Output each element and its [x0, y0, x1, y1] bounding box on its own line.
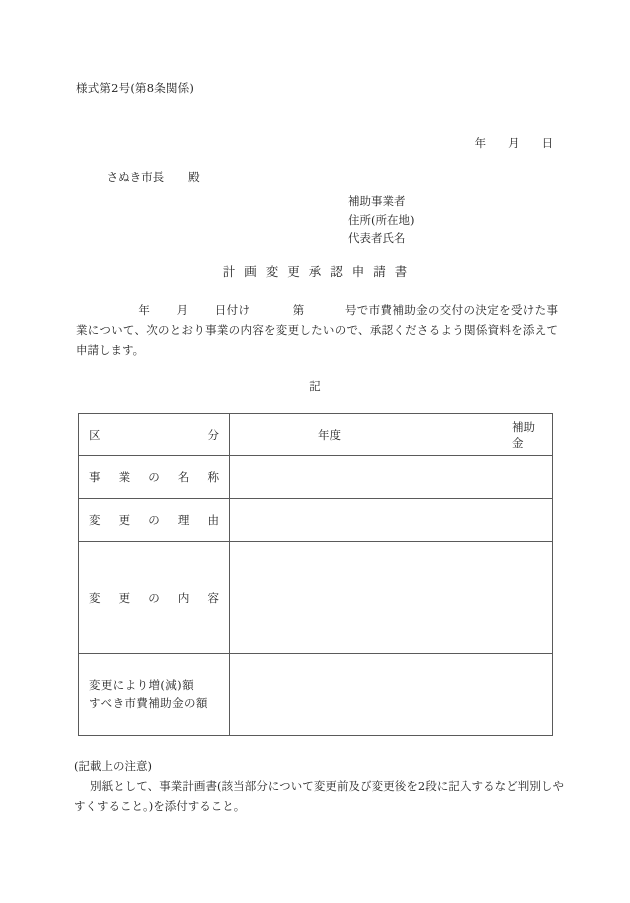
row-value-change-content[interactable]	[230, 542, 553, 654]
label-char: 更	[118, 513, 131, 527]
applicant-address: 住所(所在地)	[348, 212, 415, 227]
date-month: 月	[508, 135, 520, 150]
table-row	[79, 542, 553, 654]
label-line: すべき市費補助金の額	[89, 695, 208, 710]
label-char: 変	[89, 590, 101, 605]
form-table	[78, 413, 553, 736]
label-char: 内	[177, 590, 190, 605]
body-year: 年	[138, 303, 151, 317]
label-char: 変	[89, 513, 101, 527]
notes-section	[74, 757, 564, 816]
table-row	[79, 654, 553, 736]
label-char: 容	[207, 590, 219, 605]
label-line: 変更により増(減)額	[89, 678, 194, 693]
ki-marker: 記	[309, 379, 321, 393]
row-value-amount-change[interactable]	[230, 654, 553, 736]
header-year-column: 年度	[318, 427, 341, 442]
row-label-change-content	[79, 542, 230, 654]
label-char: の	[148, 470, 160, 484]
body-paragraph	[76, 301, 558, 360]
body-line1-rest: 号で市費補助金の交付の決定を受けた事業	[76, 303, 559, 337]
label-char: 由	[207, 513, 219, 527]
date-line	[460, 117, 553, 170]
label-char: の	[148, 590, 160, 605]
label-char: 理	[177, 513, 190, 527]
table-row	[79, 499, 553, 542]
table-header-row	[79, 414, 553, 456]
header-subsidy-column: 補助金	[512, 419, 535, 450]
row-label-amount-change	[79, 654, 230, 736]
label-char: 更	[118, 590, 131, 605]
row-label-project-name	[79, 456, 230, 499]
body-month: 月	[176, 303, 189, 317]
form-number: 様式第2号(第8条関係)	[76, 81, 195, 95]
body-line2: について、次のとおり事業の内容を変更したいので、承認くださるよう関係資料を添えて申請します。	[76, 322, 558, 357]
date-year: 年	[474, 135, 487, 150]
notes-text	[74, 777, 564, 817]
page-title: 計画変更承認申請書	[222, 264, 417, 279]
header-label-kubun	[89, 427, 219, 443]
label-char: 業	[118, 470, 131, 484]
label-char: 分	[207, 427, 219, 442]
applicant-representative: 代表者氏名	[348, 231, 406, 246]
applicant-block	[348, 192, 414, 248]
label-char: の	[148, 513, 160, 527]
label-char: 名	[177, 470, 190, 484]
table-row	[79, 456, 553, 499]
notes-text-value: 別紙として、事業計画書(該当部分について変更前及び変更後を2段に記入するなど判別しやすくすること。)を添付すること。	[74, 778, 564, 813]
row-value-change-reason[interactable]	[230, 499, 553, 542]
label-char: 区	[89, 427, 101, 442]
header-label-cell	[79, 414, 230, 456]
row-value-project-name[interactable]	[230, 456, 553, 499]
header-value-cell	[230, 414, 553, 456]
date-day: 日	[541, 135, 554, 150]
body-number-prefix: 第	[292, 303, 305, 317]
addressee-honorific: 殿	[188, 169, 200, 184]
applicant-role: 補助事業者	[348, 194, 406, 208]
addressee	[92, 151, 200, 204]
label-char: 事	[89, 470, 101, 484]
label-char: 称	[207, 470, 219, 484]
addressee-name: さぬき市長	[106, 169, 165, 184]
row-label-change-reason	[79, 499, 230, 542]
body-dateword: 日付け	[214, 303, 251, 317]
notes-heading: (記載上の注意)	[74, 759, 152, 773]
